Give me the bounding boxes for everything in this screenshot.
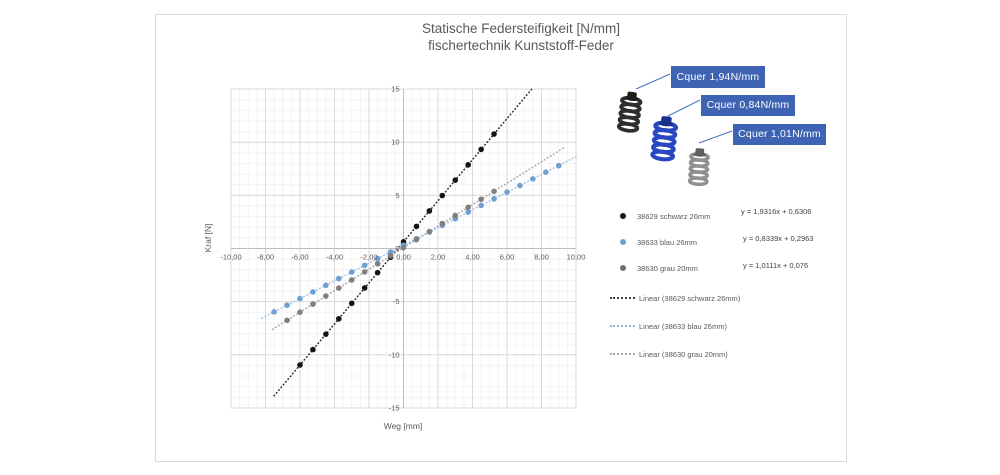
svg-text:-6,00: -6,00: [291, 252, 309, 262]
chart-card: [155, 14, 847, 462]
svg-text:2,00: 2,00: [430, 252, 446, 262]
callout-cquer-blau: Cquer 0,84N/mm: [701, 95, 795, 116]
svg-text:-8,00: -8,00: [256, 252, 275, 262]
svg-text:4,00: 4,00: [465, 252, 480, 262]
trend-equation-schwarz: y = 1,9316x + 0,6306: [741, 207, 812, 216]
legend-item-grau: [620, 262, 698, 274]
legend-item-blau: [620, 236, 697, 248]
y-axis-label: Kraf [N]: [203, 223, 213, 253]
callout-cquer-schwarz: Cquer 1,94N/mm: [671, 66, 765, 88]
svg-text:5: 5: [395, 190, 400, 200]
legend-label-linear-grau: Linear (38630 grau 20mm): [639, 349, 728, 359]
callout-cquer-grau: Cquer 1,01N/mm: [733, 124, 826, 145]
legend-trendline-grau-icon: [610, 353, 635, 355]
spring-gray-icon: [686, 146, 712, 187]
legend-marker-blau-icon: [620, 239, 626, 245]
chart-title-line2: fischertechnik Kunststoff-Feder: [428, 38, 614, 53]
svg-text:10: 10: [391, 137, 400, 147]
legend-label-linear-schwarz: Linear (38629 schwarz 26mm): [639, 293, 741, 303]
legend-label-schwarz: 38629 schwarz 26mm: [637, 211, 711, 221]
svg-text:0,00: 0,00: [396, 252, 411, 262]
legend-marker-schwarz-icon: [620, 213, 626, 219]
svg-text:8,00: 8,00: [534, 252, 549, 262]
svg-text:-4,00: -4,00: [325, 252, 344, 262]
legend-label-blau: 38633 blau 26mm: [637, 237, 698, 247]
legend-item-linear-schwarz: [610, 292, 740, 304]
legend-item-schwarz: [620, 210, 710, 222]
spring-black-icon: [615, 90, 645, 133]
legend-item-linear-grau: [610, 348, 728, 360]
svg-text:15: 15: [391, 84, 400, 94]
legend-trendline-blau-icon: [610, 325, 635, 327]
trend-equation-blau: y = 0,8339x + 0,2963: [743, 234, 814, 243]
svg-text:-10,00: -10,00: [220, 252, 242, 262]
svg-text:-15: -15: [388, 403, 400, 413]
legend-trendline-schwarz-icon: [610, 297, 635, 299]
chart-title-line1: Statische Federsteifigkeit [N/mm]: [421, 21, 621, 36]
spring-blue-icon: [649, 114, 680, 162]
legend-label-linear-blau: Linear (38633 blau 26mm): [639, 321, 727, 331]
svg-text:0: 0: [395, 244, 400, 253]
svg-text:10,00: 10,00: [566, 252, 586, 262]
svg-text:-10: -10: [388, 350, 400, 360]
svg-text:6,00: 6,00: [499, 252, 515, 262]
legend-marker-grau-icon: [620, 265, 626, 271]
trend-equation-grau: y = 1,0111x + 0,076: [743, 261, 809, 270]
svg-text:-2,00: -2,00: [360, 252, 378, 262]
svg-text:-5: -5: [392, 297, 400, 307]
legend-label-grau: 38630 grau 20mm: [637, 263, 698, 273]
legend-item-linear-blau: [610, 320, 727, 332]
x-axis-label: Weg [mm]: [383, 421, 423, 431]
